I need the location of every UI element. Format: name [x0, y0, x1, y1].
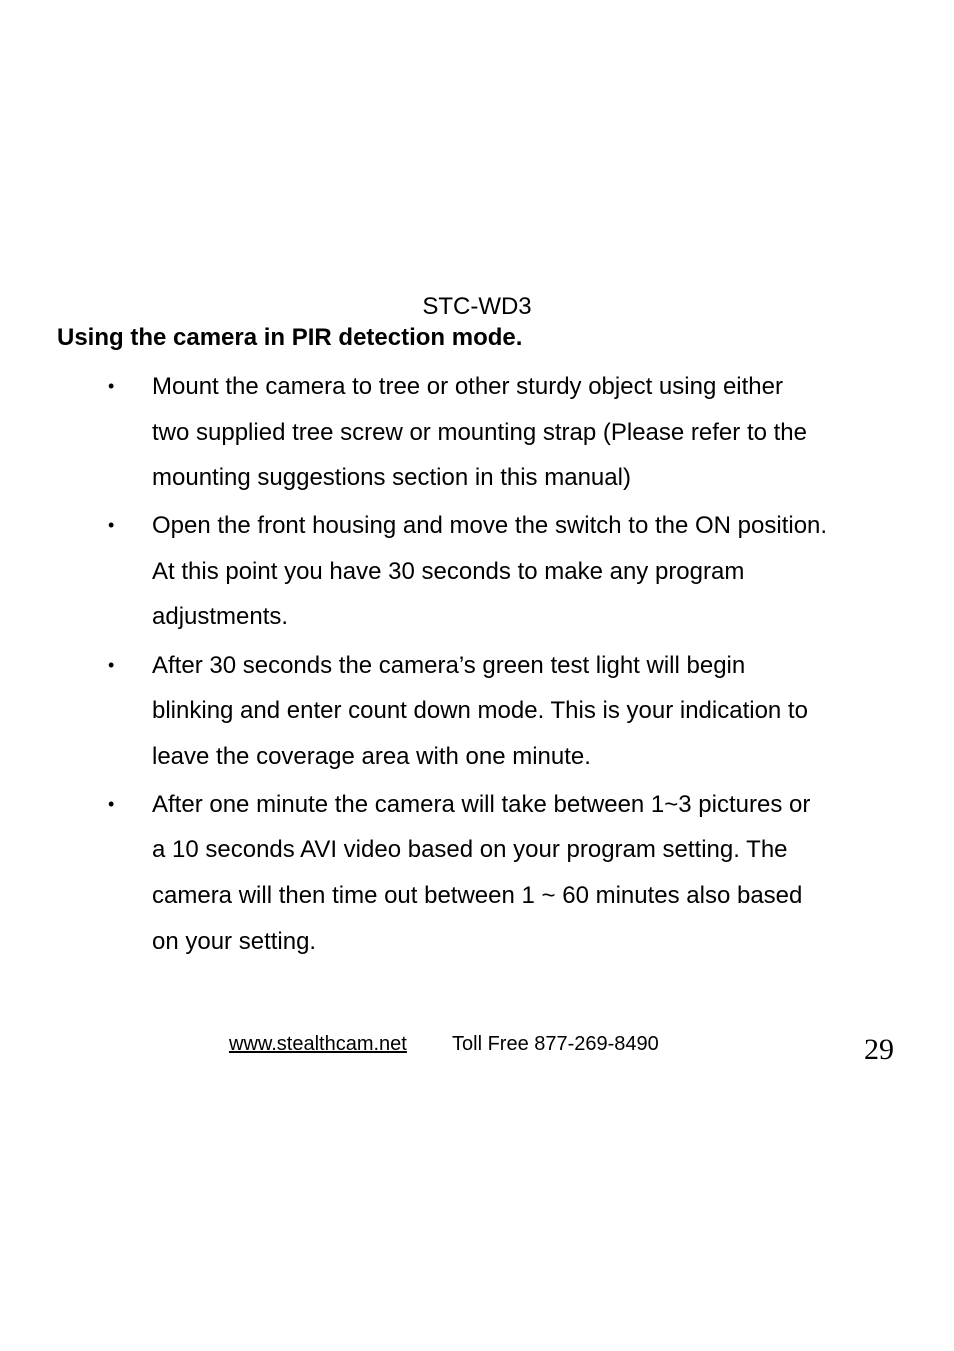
list-item [0, 782, 954, 964]
list-item-line: At this point you have 30 seconds to make any program [152, 557, 745, 585]
bullet-icon: • [108, 793, 115, 814]
section-heading: Using the camera in PIR detection mode. [57, 324, 523, 351]
list-item-line: Open the front housing and move the switch to the ON position. [152, 512, 828, 540]
list-item [0, 364, 954, 501]
list-item-line: camera will then time out between 1 ~ 60 minutes also based [152, 882, 803, 910]
list-item-line: on your setting. [152, 927, 317, 955]
list-item [0, 503, 954, 640]
list-item-line: After 30 seconds the camera’s green test light will begin [152, 651, 746, 679]
website-link[interactable]: www.stealthcam.net [229, 1033, 407, 1055]
bullet-icon: • [108, 376, 115, 396]
list-item [0, 643, 954, 780]
list-item-line: mounting suggestions section in this manual) [152, 464, 631, 492]
list-item-line: a 10 seconds AVI video based on your program setting. The [152, 836, 788, 864]
list-item-line: blinking and enter count down mode. This is your indication to [152, 697, 808, 725]
bullet-icon: • [108, 654, 115, 675]
list-item-line: After one minute the camera will take between 1~3 pictures or [152, 790, 811, 818]
list-item-line: Mount the camera to tree or other sturdy object using either [152, 373, 783, 400]
list-item-line: adjustments. [152, 603, 289, 631]
page-number: 29 [864, 1033, 894, 1066]
bullet-icon: • [108, 515, 115, 536]
list-item-line: leave the coverage area with one minute. [152, 742, 591, 770]
list-item-line: two supplied tree screw or mounting strap (Please refer to the [152, 418, 807, 446]
model-name: STC-WD3 [422, 293, 532, 320]
instruction-list [0, 364, 954, 967]
toll-free-phone: Toll Free 877-269-8490 [452, 1033, 659, 1055]
